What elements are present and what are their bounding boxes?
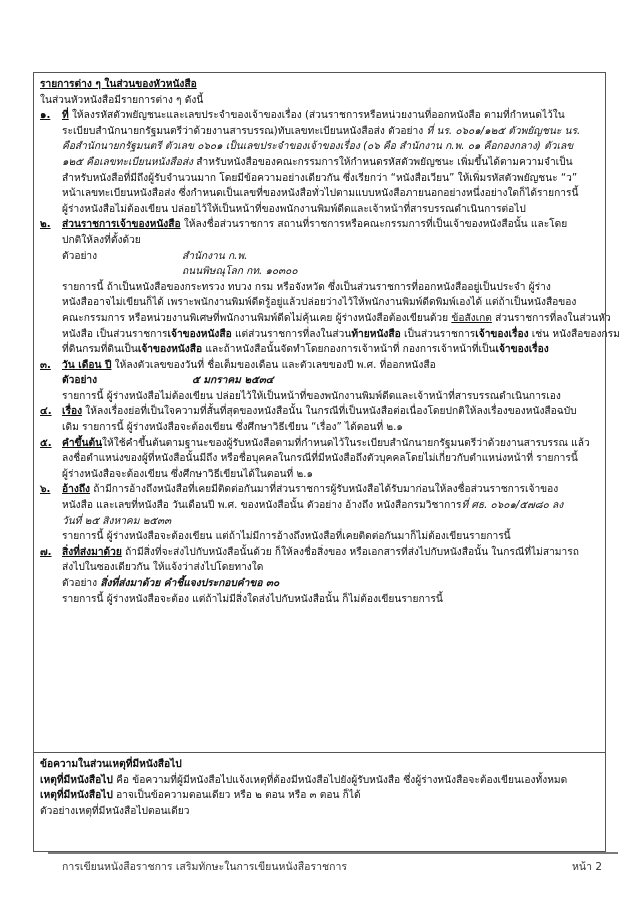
emphasis-text: เจ้าของหนังสือ [167,328,232,340]
item-text: เป็นส่วนราชการ [400,328,476,340]
section-intro: ในส่วนหัวหนังสือมีรายการต่าง ๆ ดังนี้ [40,94,204,106]
item-date [40,358,599,405]
item-text: หน้าเลขทะเบียนหนังสือส่ง ซึ่งกำหนดเป็นเลขที่ของหนังสือทั่วไปตามแบบหนังสือภายนอกอย่างหนึ่งอย่างใดก็ได้รายการนี้ [62,188,579,200]
header-items-section [34,73,620,753]
example-text: สำนักงาน ก.พ. [182,250,248,262]
page-number: หน้า 2 [571,861,602,873]
item-salutation [40,436,599,483]
item-text: รายการนี้ ถ้าเป็นหนังสือของกระทรวง ทบวง กรม หรือจังหวัด ซึ่งเป็นส่วนราชการที่ออกหนังสืออยู่เป็นประจำ ผู้ร่าง [62,281,551,293]
item-text: ถ้ามีการอ้างถึงหนังสือที่เคยมีติดต่อกันมาที่ส่วนราชการผู้รับหนังสือได้รับมาก่อนให้ลงชื่อส่วนราชการเจ้าของ [89,484,559,496]
section-title: ข้อความในส่วนเหตุที่มีหนังสือไป [40,759,182,770]
emphasis-text: ท้ายหนังสือ [351,328,401,340]
page-footer [62,858,602,875]
item-reference [40,482,599,544]
emphasis-text: เหตุที่มีหนังสือไป [40,774,113,786]
item-text: ส่วนราชการที่ลงในส่วนหัว [491,312,611,324]
emphasis-text: เจ้าของเรื่อง [475,328,529,340]
example-label: ตัวอย่าง [62,375,98,387]
item-text: ให้ใช้คำขึ้นต้นตามฐานะของผู้รับหนังสือตามที่กำหนดไว้ในระเบียบสำนักนายกรัฐมนตรีว่าด้วยงานสารบรรณ แล้ว [102,437,590,449]
item-text: คณะกรรมการ หรือหน่วยงานพิเศษที่พนักงานพิมพ์ดีดไม่คุ้นเคย ผู้ร่างหนังสือต้องเขียนด้วย [62,312,452,324]
item-number: ๕. [40,437,52,449]
item-text: รายการนี้ ผู้ร่างหนังสือจะต้องเขียน แต่ถ้าไม่มีการอ้างถึงหนังสือที่เคยติดต่อกันมาก็ไม่ต้องเขียนรายการนี้ [62,531,511,543]
item-number: ๖. [40,484,51,496]
item-text: ระเบียบสำนักนายกรัฐมนตรีว่าด้วยงานสารบรรณ)ทับเลขทะเบียนหนังสือส่ง ตัวอย่าง [62,125,427,137]
item-text: ผู้ร่างหนังสือจะต้องเขียน ซึ่งศึกษาวิธีเขียนได้ในตอนที่ ๒.๑ [62,468,313,480]
item-text: สำหรับหนังสือของคณะกรรมการให้กำหนดรหัสตัวพยัญชนะ เพิ่มขึ้นได้ตามความจำเป็น [193,156,573,168]
footer-title: การเขียนหนังสือราชการ เสริมทักษะในการเขียนหนังสือราชการ [62,861,348,873]
example-text: ที่ นร. ๐๖๐๑/๑๒๕ ตัวพยัญชนะ นร. [426,125,581,137]
item-issuing-agency [40,217,620,357]
item-text: ผู้ร่างหนังสือไม่ต้องเขียน ปล่อยไว้ให้เป็นหน้าที่ของพนักงานพิมพ์ดีดและเจ้าหน้าที่สารบรรณดำเนินการต่อไป [62,203,526,215]
item-text: และถ้าหนังสือนั้นจัดทำโดยกองการเจ้าหน้าที่ กองการเจ้าหน้าที่เป็น [202,344,496,356]
example-text: ๕ มกราคม ๒๕๓๔ [192,375,274,387]
item-number: ๓. [40,359,51,371]
emphasis-text: เหตุที่มีหนังสือไป [40,790,113,802]
content-frame [33,72,620,852]
item-text: ให้ลงเรื่องย่อที่เป็นใจความที่สั้นที่สุดของหนังสือนั้น ในกรณีที่เป็นหนังสือต่อเนื่องโดยปกติให้ลงเรื่องของหนังสือฉบับ [82,406,577,418]
item-text: ลงชื่อตำแหน่งของผู้ที่หนังสือนั้นมีถึง หรือชื่อบุคคลในกรณีที่มีหนังสือถึงตัวบุคคลโดยไม่เกี่ยวกับตำแหน่งหน้าที่ รายการนี้ [62,453,578,465]
item-text: เช่น หนังสือของกรม [528,328,620,340]
item-heading: วัน เดือน ปี [62,359,112,371]
section-title: รายการต่าง ๆ ในส่วนของหัวหนังสือ [40,79,197,90]
item-text: ให้ลงรหัสตัวพยัญชนะและเลขประจำของเจ้าของเรื่อง (ส่วนราชการหรือหน่วยงานที่ออกหนังสือ ตามที่กำหนดไว้ใน [68,110,565,122]
item-number: ๑. [40,110,51,122]
body-text: อาจเป็นข้อความตอนเดียว หรือ ๒ ตอน หรือ ๓ ตอน ก็ได้ [112,790,361,802]
item-text: หนังสือ เป็นส่วนราชการ [62,328,168,340]
example-text: วันที่ ๒๕ สิงหาคม ๒๕๓๓ [62,515,172,527]
example-text: ถนนพิษณุโลก กท. ๑๐๓๐๐ [182,266,298,278]
item-text: ถ้ามีสิ่งที่จะส่งไปกับหนังสือนั้นด้วย ก็ให้ลงชื่อสิ่งของ หรือเอกสารที่ส่งไปกับหนังสือนั้น ในกรณีที่ไม่สามารถ [121,546,579,558]
emphasis-text: เจ้าของเรื่อง [495,344,549,356]
item-heading: คำขึ้นต้น [62,437,103,449]
item-text: ให้ลงตัวเลขของวันที่ ชื่อเต็มของเดือน และตัวเลขของปี พ.ศ. ที่ออกหนังสือ [111,359,436,371]
example-text: คือสำนักนายกรัฐมนตรี ตัวเลข ๐๖๐๑ เป็นเลขประจำของเจ้าของเรื่อง (๐๖ คือ สำนักงาน ก.พ. ๐๑ คือกองกลาง) ตัวเลข [62,141,574,153]
item-heading: ที่ [62,110,69,122]
item-heading: เรื่อง [62,406,83,418]
item-number: ๔. [40,406,52,418]
example-label: ตัวอย่าง [62,250,98,262]
item-text: ที่ดินกรมที่ดินเป็น [62,344,138,356]
item-heading: ส่วนราชการเจ้าของหนังสือ [62,219,181,231]
item-ref-number [40,108,599,217]
item-text: ปกติให้ลงที่ตั้งด้วย [62,234,141,246]
item-heading: สิ่งที่ส่งมาด้วย [62,546,122,558]
item-text: รายการนี้ ผู้ร่างหนังสือไม่ต้องเขียน ปล่อยไว้ให้เป็นหน้าที่ของพนักงานพิมพ์ดีดและเจ้าหน้าที่สารบรรณดำเนินการเอง [62,390,561,402]
example-text: ๑๒๕ คือเลขทะเบียนหนังสือส่ง [62,156,194,168]
footer-divider [48,852,618,854]
item-text: ส่งไปในซองเดียวกัน ให้แจ้งว่าส่งไปโดยทางใด [62,562,264,574]
item-heading: อ้างถึง [62,484,90,496]
item-number: ๒. [40,219,51,231]
example-label: ตัวอย่าง [62,578,101,589]
item-text: ให้ลงชื่อส่วนราชการ สถานที่ราชการหรือคณะกรรมการที่เป็นเจ้าของหนังสือนั้น และโดย [180,219,568,231]
reason-section [34,753,605,819]
item-text: หนังสือ และเลขที่หนังสือ วันเดือนปี พ.ศ. ของหนังสือนั้น ตัวอย่าง อ้างถึง หนังสือกรมวิชาการ [62,500,462,512]
note-label: ข้อสังเกต [451,312,492,324]
item-text: หนังสืออาจไม่เขียนก็ได้ เพราะพนักงานพิมพ์ดีดรู้อยู่แล้วปล่อยว่างไว้ให้พนักงานพิมพ์ดีดพิมพ์เองได้ แต่ถ้าเป็นหนังสือของ [62,297,577,309]
item-text: รายการนี้ ผู้ร่างหนังสือจะต้อง แต่ถ้าไม่มีสิ่งใดส่งไปกับหนังสือนั้น ก็ไม่ต้องเขียนรายการนี้ [62,593,443,605]
item-subject [40,404,599,435]
body-text: ตัวอย่างเหตุที่มีหนังสือไปตอนเดียว [40,805,190,817]
item-number: ๗. [40,546,52,558]
item-text: แต่ส่วนราชการที่ลงในส่วน [231,328,352,340]
item-enclosures [40,545,599,607]
emphasis-text: เจ้าของหนังสือ [137,344,203,356]
example-text: ที่ ศธ. ๐๖๐๑/๕๗๘๐ ลง [461,500,564,512]
example-text: สิ่งที่ส่งมาด้วย คำชี้แจงประกอบคำขอ ๓๐ [100,578,280,589]
item-text: สำหรับหนังสือที่มีถึงผู้รับจำนวนมาก โดยมีข้อความอย่างเดียวกัน ซึ่งเรียกว่า “หนังสือเวียน” ให้เพิ่มรหัสตัวพยัญชนะ “ว” [62,172,578,184]
item-text: เดิม รายการนี้ ผู้ร่างหนังสือจะต้องเขียน ซึ่งศึกษาวิธีเขียน “เรื่อง” ได้ตอนที่ ๒.๑ [62,422,403,434]
body-text: คือ ข้อความที่ผู้มีหนังสือไปแจ้งเหตุที่ต้องมีหนังสือไปยังผู้รับหนังสือ ซึ่งผู้ร่างหนังสือจะต้องเขียนเองทั้งหมด [112,774,568,786]
